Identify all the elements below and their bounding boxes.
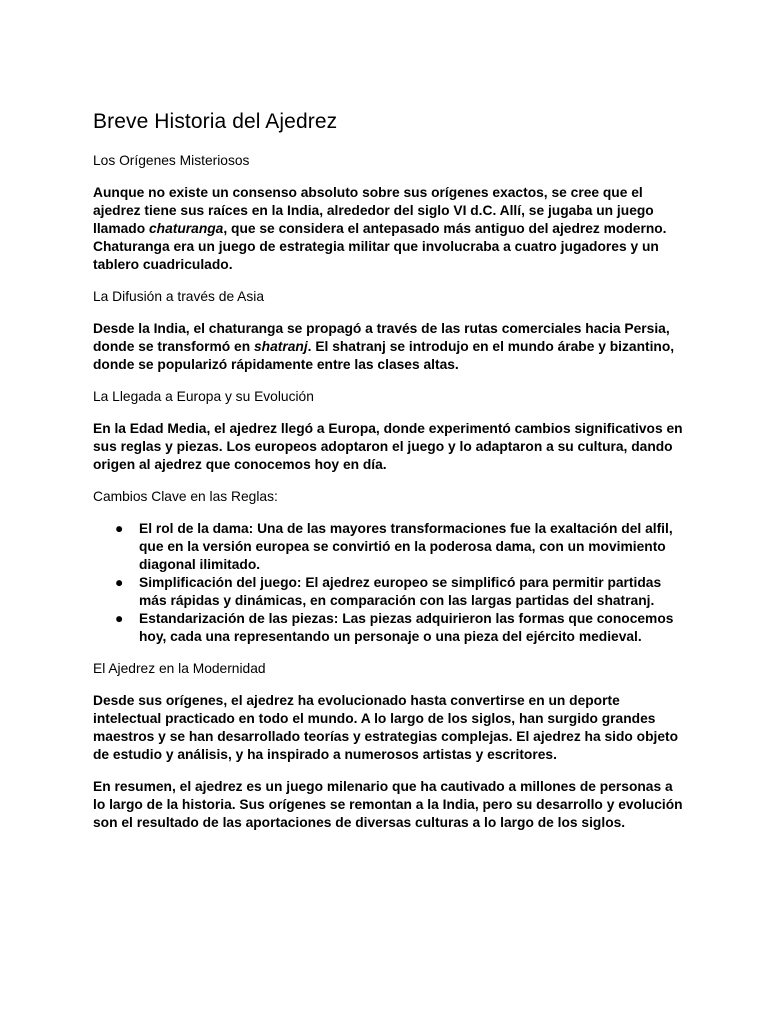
paragraph-origins-part-2: , que se considera el antepasado más antiguo del ajedrez moderno. Chaturanga era un juego de estrategia militar que involucraba a cuatro jugadores y un tablero cuadriculado. <box>93 221 667 272</box>
list-item <box>93 520 683 574</box>
paragraph-asia-part-2: . El shatranj se introdujo en el mundo árabe y bizantino, donde se popularizó rápidamente entre las clases altas. <box>93 339 675 372</box>
paragraph-origins-part-1: Aunque no existe un consenso absoluto sobre sus orígenes exactos, se cree que el ajedrez tiene sus raíces en la India, alrededor del siglo VI d.C. Allí, se jugaba un juego llamado <box>93 185 654 236</box>
rules-bullet-list <box>93 520 683 646</box>
term-chaturanga: chaturanga <box>148 221 224 236</box>
list-item-text: Simplificación del juego: El ajedrez europeo se simplificó para permitir partidas más rápidas y dinámicas, en comparación con las largas partidas del shatranj. <box>139 575 662 608</box>
bullet-icon: ● <box>115 575 124 590</box>
list-item-text: Estandarización de las piezas: Las piezas adquirieron las formas que conocemos hoy, cada una representando un personaje o una pieza del ejército medieval. <box>139 611 674 644</box>
document-title: Breve Historia del Ajedrez <box>93 110 338 133</box>
document-page <box>93 108 683 846</box>
list-item-text: El rol de la dama: Una de las mayores transformaciones fue la exaltación del alfil, que en la versión europea se convirtió en la poderosa dama, con un movimiento diagonal ilimitado. <box>139 521 673 572</box>
paragraph-asia <box>93 320 683 374</box>
term-shatranj: shatranj <box>254 339 308 354</box>
section-heading-modern: El Ajedrez en la Modernidad <box>93 661 266 676</box>
section-heading-europe: La Llegada a Europa y su Evolución <box>93 389 314 404</box>
paragraph-summary: En resumen, el ajedrez es un juego milenario que ha cautivado a millones de personas a lo largo de la historia. Sus orígenes se remontan a la India, pero su desarrollo y evolución son el resultado de las aportaciones de diversas culturas a lo largo de los siglos. <box>93 779 683 830</box>
list-item <box>93 574 683 610</box>
paragraph-origins <box>93 184 683 274</box>
section-heading-rules: Cambios Clave en las Reglas: <box>93 489 278 504</box>
section-heading-origins: Los Orígenes Misteriosos <box>93 153 250 168</box>
bullet-icon: ● <box>115 611 124 626</box>
section-heading-asia: La Difusión a través de Asia <box>93 289 265 304</box>
paragraph-asia-part-1: Desde la India, el chaturanga se propagó a través de las rutas comerciales hacia Persia, donde se transformó en <box>93 321 670 354</box>
paragraph-europe: En la Edad Media, el ajedrez llegó a Europa, donde experimentó cambios significativos en sus reglas y piezas. Los europeos adoptaron el juego y lo adaptaron a su cultura, dando origen al ajedrez que conocemos hoy en día. <box>93 421 683 472</box>
paragraph-modern: Desde sus orígenes, el ajedrez ha evolucionado hasta convertirse en un deporte intelectual practicado en todo el mundo. A lo largo de los siglos, han surgido grandes maestros y se han desarrollado teorías y estrategias complejas. El ajedrez ha sido objeto de estudio y análisis, y ha inspirado a numerosos artistas y escritores. <box>93 693 679 762</box>
bullet-icon: ● <box>115 521 124 536</box>
list-item <box>93 610 683 646</box>
